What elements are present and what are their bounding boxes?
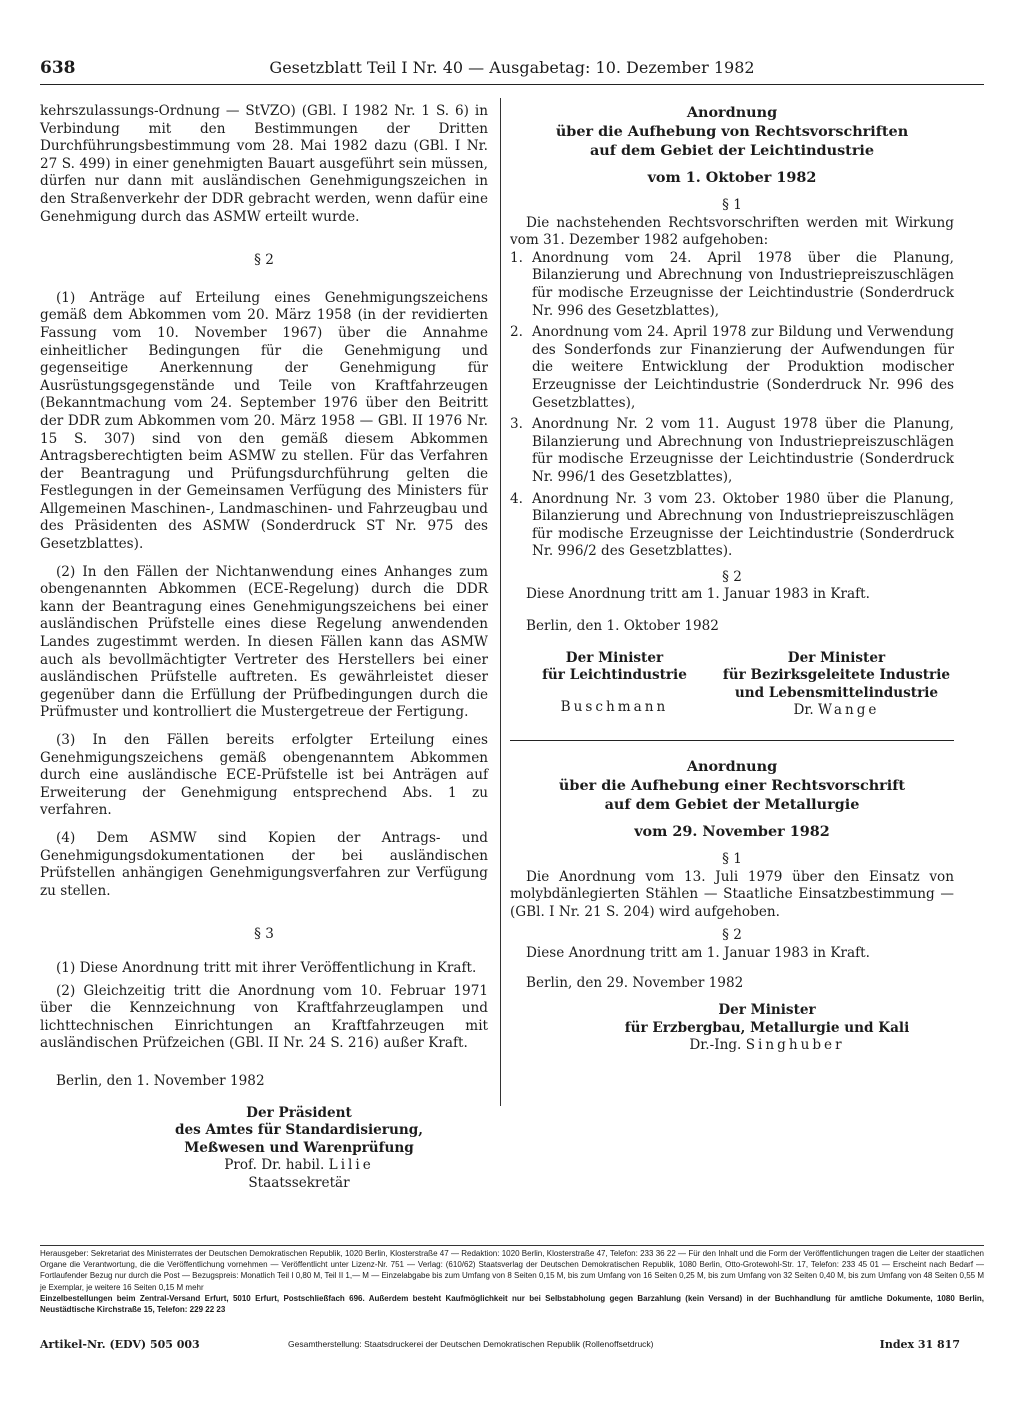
list-item-number: 4. bbox=[510, 490, 523, 507]
signature-left-title-2: für Leichtindustrie bbox=[542, 667, 687, 684]
section-2-para-2: (2) In den Fällen der Nichtanwendung eines Anhanges zum obengenannten Abkommen (ECE-Regelung) durch die DDR kann der Beantragung eines Genehmigungszeichens bei einer ausländischen Prüfstelle eines diese Regelung anwendenden Landes zugestimmt werden. In diesen Fällen kann das ASMW auch als bevollmächtigter Vertreter des Herstellers bei einer ausländischen Prüfstelle auftreten. Es gewährleistet dieser gegenüber dann die Erfüllung der Prüfbedingungen durch die Prüfmuster und kontrolliert die Mustergetreue der Fertigung. bbox=[40, 563, 488, 721]
section-2-para-3: (3) In den Fällen bereits erfolgter Erteilung eines Genehmigungszeichens gemäß obengenanntem Abkommen durch eine ausländische ECE-Prüfstelle ist bei Anträgen auf Erweiterung der Genehmigung entsprechend Abs. 1 zu verfahren. bbox=[40, 732, 488, 819]
repealed-list bbox=[510, 250, 954, 561]
spacer bbox=[510, 963, 954, 975]
spacer bbox=[40, 1053, 488, 1073]
spacer bbox=[40, 722, 488, 732]
list-item-number: 3. bbox=[510, 416, 523, 433]
intro-paragraph: kehrszulassungs-Ordnung — StVZO) (GBl. I 1982 Nr. 1 S. 6) in Verbindung mit den Bestimmungen der Dritten Durchführungsbestimmung vom 28. Mai 1982 dazu (GBl. I Nr. 27 S. 499) in einer genehmigten Bauart ausgeführt sein müssen, dürfen nur dann mit ausländischen Genehmigungszeichen in den Straßenverkehr der DDR gebracht werden, wenn dafür eine Genehmigung durch das ASMW erteilt wurde. bbox=[40, 103, 488, 225]
signature-title-1: Der Präsident bbox=[246, 1104, 352, 1121]
spacer bbox=[510, 160, 954, 168]
ordinance-2-title-1: Anordnung bbox=[686, 758, 778, 776]
ordinance-2-signature bbox=[580, 1002, 954, 1055]
ordinance-2-signature-title-1: Der Minister bbox=[718, 1002, 816, 1019]
ordinance-2-signature-name: Singhuber bbox=[745, 1037, 845, 1054]
signature-right-prefix: Dr. bbox=[793, 702, 814, 719]
ordinance-2-para-2: Diese Anordnung tritt am 1. Januar 1983 in Kraft. bbox=[526, 945, 870, 961]
imprint bbox=[40, 1245, 984, 1315]
signature-left bbox=[510, 650, 719, 720]
ordinance-1-section-2: § 2 bbox=[722, 568, 742, 585]
spacer bbox=[510, 187, 954, 197]
place-date: Berlin, den 1. November 1982 bbox=[56, 1072, 265, 1089]
ordinance-separator bbox=[510, 740, 954, 741]
spacer bbox=[510, 992, 954, 1002]
ordinance-2-title-2: über die Aufhebung einer Rechtsvorschrift bbox=[558, 777, 906, 795]
ordinance-2-signature-name-line bbox=[580, 1037, 954, 1055]
signature-name-prefix: Prof. Dr. habil. bbox=[224, 1157, 325, 1174]
signature-right-name: Wange bbox=[818, 702, 880, 719]
imprint-publisher: Herausgeber: Sekretariat des Ministerrates der Deutschen Demokratischen Republik, 1020 Berlin, Klosterstraße 47 — Redaktion: 1020 Berlin, Klosterstraße 47, Telefon: 233 36 22 — Für den Inhalt und die Form der Veröffentlichungen tragen die Leiter der staatlichen Organe die Verantwortung, die die Veröffentlichung vornehmen — Veröffentlicht unter Lizenz-Nr. 751 — Verlag: (610/62) Staatsverlag der Deutschen Demokratischen Republik, 1080 Berlin, Otto-Grotewohl-Str. 17, Telefon: 233 45 01 — Erscheint nach Bedarf — Fortlaufender Bezug nur durch die Post — Bezugspreis: Monatlich Teil I 0,80 M, Teil II 1,— M — Einzelabgabe bis zum Umfang von 8 Seiten 0,15 M, bis zum Umfang von 16 Seiten 0,25 M, bis zum Umfang von 32 Seiten 0,40 M, bis zum Umfang von 48 Seiten 0,55 M je Exemplar, je weitere 16 Seiten 0,15 M mehr bbox=[40, 1249, 984, 1292]
spacer bbox=[40, 1091, 488, 1105]
spacer bbox=[510, 685, 719, 699]
list-item-number: 1. bbox=[510, 249, 523, 266]
spacer bbox=[40, 554, 488, 564]
section-2-para-1: (1) Anträge auf Erteilung eines Genehmigungszeichens gemäß dem Abkommen vom 20. März 1958 (in der revidierten Fassung vom 10. November 1967) über die Annahme einheitlicher Bedingungen für die Genehmigung und gegenseitige Anerkennung der Genehmigung für Ausrüstungsgegenstände und Teile von Kraftfahrzeugen (Bekanntmachung vom 24. September 1976 über den Beitritt der DDR zum Abkommen vom 20. März 1958 — GBl. II 1976 Nr. 15 S. 307) sind von den gemäß diesem Abkommen Antragsberechtigten beim ASMW zu stellen. Für das Verfahren der Beantragung und Prüfungsdurchführung gelten die Festlegungen in der Gemeinsamen Verfügung des Ministers für Allgemeinen Maschinen-, Landmaschinen- und Fahrzeugbau und des Präsidenten des ASMW (Sonderdruck ST Nr. 975 des Gesetzblattes). bbox=[40, 289, 488, 553]
list-item-text: Anordnung Nr. 3 vom 23. Oktober 1980 über die Planung, Bilanzierung und Abrechnung von Industriepreiszuschlägen für modische Erzeugnisse der Leichtindustrie (Sonderdruck Nr. 996/2 des Gesetzblattes). bbox=[532, 490, 954, 560]
article-number: Artikel-Nr. (EDV) 505 003 bbox=[40, 1338, 200, 1351]
right-column bbox=[510, 103, 954, 1055]
spacer bbox=[40, 900, 488, 926]
ordinance-1-title-3: auf dem Gebiet der Leichtindustrie bbox=[589, 142, 875, 159]
imprint-orders: Einzelbestellungen beim Zentral-Versand Erfurt, 5010 Erfurt, Postschließfach 696. Außerdem besteht Kaufmöglichkeit nur bei Selbstabholung gegen Barzahlung (kein Versand) in der Buchhandlung für amtliche Dokumente, 1080 Berlin, Neustädtische Kirchstraße 15, Telefon: 229 22 23 bbox=[40, 1293, 984, 1315]
signature-right bbox=[719, 650, 954, 720]
section-3-heading: § 3 bbox=[254, 926, 274, 943]
ordinance-1-place-date: Berlin, den 1. Oktober 1982 bbox=[526, 618, 719, 635]
ordinance-2-title-3: auf dem Gebiet der Metallurgie bbox=[604, 796, 860, 814]
signature-title-3: Meßwesen und Warenprüfung bbox=[184, 1139, 414, 1156]
spacer bbox=[510, 841, 954, 851]
spacer bbox=[40, 820, 488, 830]
list-item-text: Anordnung vom 24. April 1978 über die Planung, Bilanzierung und Abrechnung von Industriepreiszuschlägen für modische Erzeugnisse der Leichtindustrie (Sonderdruck Nr. 996 des Gesetzblattes), bbox=[532, 249, 954, 319]
ordinance-1-title-1: Anordnung bbox=[686, 104, 778, 121]
signature-right-title-3: und Lebensmittelindustrie bbox=[734, 684, 939, 701]
page-header bbox=[40, 58, 984, 85]
ordinance-2-section-1: § 1 bbox=[722, 851, 742, 868]
spacer bbox=[40, 226, 488, 252]
signature-role: Staatssekretär bbox=[248, 1174, 350, 1191]
spacer bbox=[40, 944, 488, 960]
spacer bbox=[510, 604, 954, 618]
ordinance-1-para-2: Diese Anordnung tritt am 1. Januar 1983 in Kraft. bbox=[526, 586, 870, 603]
ordinance-2-date: vom 29. November 1982 bbox=[634, 823, 830, 841]
list-item-text: Anordnung Nr. 2 vom 11. August 1978 über die Planung, Bilanzierung und Abrechnung von Industriepreiszuschlägen für modische Erzeugnisse der Leichtindustrie (Sonderdruck Nr. 996/1 des Gesetzblattes), bbox=[532, 416, 954, 485]
signature-name-line bbox=[110, 1157, 488, 1175]
signature-left-title-1: Der Minister bbox=[565, 649, 664, 666]
signature-title-2: des Amtes für Standardisierung, bbox=[175, 1122, 423, 1139]
ordinance-2-place-date: Berlin, den 29. November 1982 bbox=[526, 974, 744, 991]
spacer bbox=[40, 270, 488, 290]
ordinance-2-signature-title-2: für Erzbergbau, Metallurgie und Kali bbox=[624, 1019, 910, 1036]
ordinance-1-signatures bbox=[510, 650, 954, 720]
signature-right-title-1: Der Minister bbox=[787, 649, 886, 666]
list-item bbox=[510, 491, 954, 561]
signature-name: Lilie bbox=[328, 1157, 374, 1174]
section-3-para-2: (2) Gleichzeitig tritt die Anordnung vom 10. Februar 1971 über die Kennzeichnung von Kraftfahrzeuglampen und lichttechnischen Einrichtungen an Kraftfahrzeugen mit ausländischen Prüfzeichen (GBl. II Nr. 24 S. 216) außer Kraft. bbox=[40, 982, 488, 1052]
section-2-para-4: (4) Dem ASMW sind Kopien der Antrags- und Genehmigungsdokumentationen der bei ausländischen Prüfstellen anhängigen Genehmigungsverfahren zur Verfügung zu stellen. bbox=[40, 829, 488, 899]
spacer bbox=[510, 814, 954, 822]
signature-block bbox=[110, 1105, 488, 1193]
printer-note: Gesamtherstellung: Staatsdruckerei der Deutschen Demokratischen Republik (Rollenoffsetdruck) bbox=[288, 1339, 654, 1349]
ordinance-1-section-1: § 1 bbox=[722, 197, 742, 213]
section-2-heading: § 2 bbox=[254, 252, 274, 269]
ordinance-1-date: vom 1. Oktober 1982 bbox=[647, 169, 817, 186]
spacer bbox=[510, 636, 954, 650]
index-number: Index 31 817 bbox=[879, 1338, 960, 1351]
page-number: 638 bbox=[40, 58, 76, 78]
ordinance-1-para-1: Die nachstehenden Rechtsvorschriften werden mit Wirkung vom 31. Dezember 1982 aufgehoben: bbox=[510, 214, 954, 249]
ordinance-2-para-1: Die Anordnung vom 13. Juli 1979 über den Einsatz von molybdänlegierten Stählen — Staatliche Einsatzbestimmung — (GBl. I Nr. 21 S. 204) wird aufgehoben. bbox=[510, 868, 954, 920]
list-item bbox=[510, 416, 954, 486]
signature-left-name: Buschmann bbox=[560, 698, 669, 715]
list-item-text: Anordnung vom 24. April 1978 zur Bildung und Verwendung des Sonderfonds zur Finanzierung der Aufwendungen für die weitere Entwicklung der Produktion modischer Erzeugnisse der Leichtindustrie (Sonderdruck Nr. 996 des Gesetzblattes), bbox=[532, 324, 954, 411]
list-item bbox=[510, 250, 954, 320]
list-item bbox=[510, 324, 954, 412]
signature-right-name-line bbox=[719, 702, 954, 720]
list-item-number: 2. bbox=[510, 324, 523, 341]
section-3-para-1: (1) Diese Anordnung tritt mit ihrer Veröffentlichung in Kraft. bbox=[56, 959, 477, 976]
ordinance-2-signature-prefix: Dr.-Ing. bbox=[689, 1037, 742, 1054]
signature-right-title-2: für Bezirksgeleitete Industrie bbox=[722, 667, 951, 684]
left-column bbox=[40, 103, 488, 1192]
column-divider bbox=[500, 98, 501, 1106]
ordinance-1-title-2: über die Aufhebung von Rechtsvorschriften bbox=[555, 123, 909, 140]
footer-row bbox=[40, 1338, 984, 1354]
header-title: Gesetzblatt Teil I Nr. 40 — Ausgabetag: 10. Dezember 1982 bbox=[269, 58, 755, 77]
ordinance-2-section-2: § 2 bbox=[722, 927, 742, 944]
